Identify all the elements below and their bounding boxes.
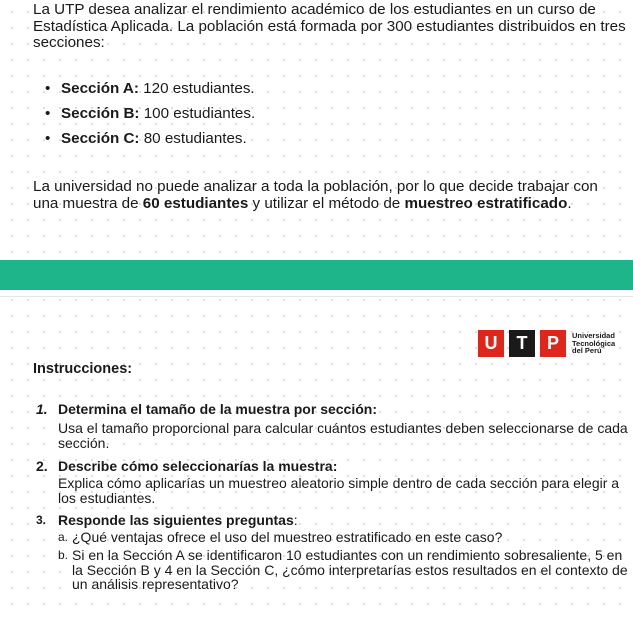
question-text: Si en la Sección A se identificaron 10 estudiantes con un rendimiento sobresaliente, 5 en la Sección B y 4 en la Sección C, ¿cómo interpretarías estos resultados en el contexto de un análisis representativo?	[72, 547, 628, 592]
section-name: Sección B:	[61, 105, 140, 122]
accent-bar	[0, 260, 633, 290]
logo-university-name	[572, 332, 615, 355]
sample-size: 60 estudiantes	[142, 194, 249, 212]
sample-text-end: .	[567, 194, 572, 212]
step-title: Describe cómo seleccionarías la muestra:	[58, 458, 338, 474]
sections-list	[45, 81, 255, 156]
step-number: 3.	[36, 513, 47, 527]
logo-letter-p: P	[540, 330, 566, 357]
instructions-title: Instrucciones:	[33, 361, 133, 377]
question-text: ¿Qué ventajas ofrece el uso del muestreo estratificado en este caso?	[72, 529, 503, 545]
logo-letter-t: T	[509, 330, 535, 357]
step-description: Usa el tamaño proporcional para calcular cuántos estudiantes deben seleccionarse de cada sección.	[58, 420, 628, 451]
logo-name-line: Universidad	[572, 331, 615, 341]
step-title: Determina el tamaño de la muestra por sección:	[58, 401, 377, 417]
sampling-method: muestreo estratificado	[404, 194, 568, 212]
logo-name-line: del Perú	[572, 346, 602, 356]
utp-logo	[478, 330, 615, 357]
question-letter: a.	[58, 530, 69, 544]
section-count: 120 estudiantes.	[143, 80, 255, 97]
step-number: 2.	[36, 458, 48, 474]
question-letter: b.	[58, 548, 69, 562]
sample-paragraph	[33, 179, 623, 212]
section-count: 80 estudiantes.	[143, 130, 247, 147]
intro-paragraph: La UTP desea analizar el rendimiento académico de los estudiantes en un curso de Estadística Aplicada. La población está formada por 300 estudiantes distribuidos en tres secciones:	[33, 1, 626, 52]
logo-name-line: Tecnológica	[572, 338, 616, 348]
section-name: Sección A:	[61, 80, 139, 97]
list-item	[45, 81, 255, 106]
logo-letter-u: U	[478, 330, 504, 357]
page-divider	[0, 290, 633, 297]
section-count: 100 estudiantes.	[143, 105, 256, 122]
step-title-text: Responde las siguientes preguntas	[58, 512, 294, 528]
step-title-suffix: :	[293, 512, 298, 528]
step-title	[58, 512, 298, 528]
case-description	[0, 0, 633, 258]
section-name: Sección C:	[61, 130, 140, 147]
sample-text: La universidad no puede analizar a toda la población, por lo que decide trabajar con una muestra de	[33, 178, 598, 212]
step-number: 1.	[36, 401, 48, 417]
step-description: Explica cómo aplicarías un muestreo aleatorio simple dentro de cada sección para elegir a los estudiantes.	[58, 475, 620, 506]
list-item	[45, 106, 255, 131]
list-item	[45, 131, 255, 156]
sample-text-mid: y utilizar el método de	[248, 194, 405, 212]
